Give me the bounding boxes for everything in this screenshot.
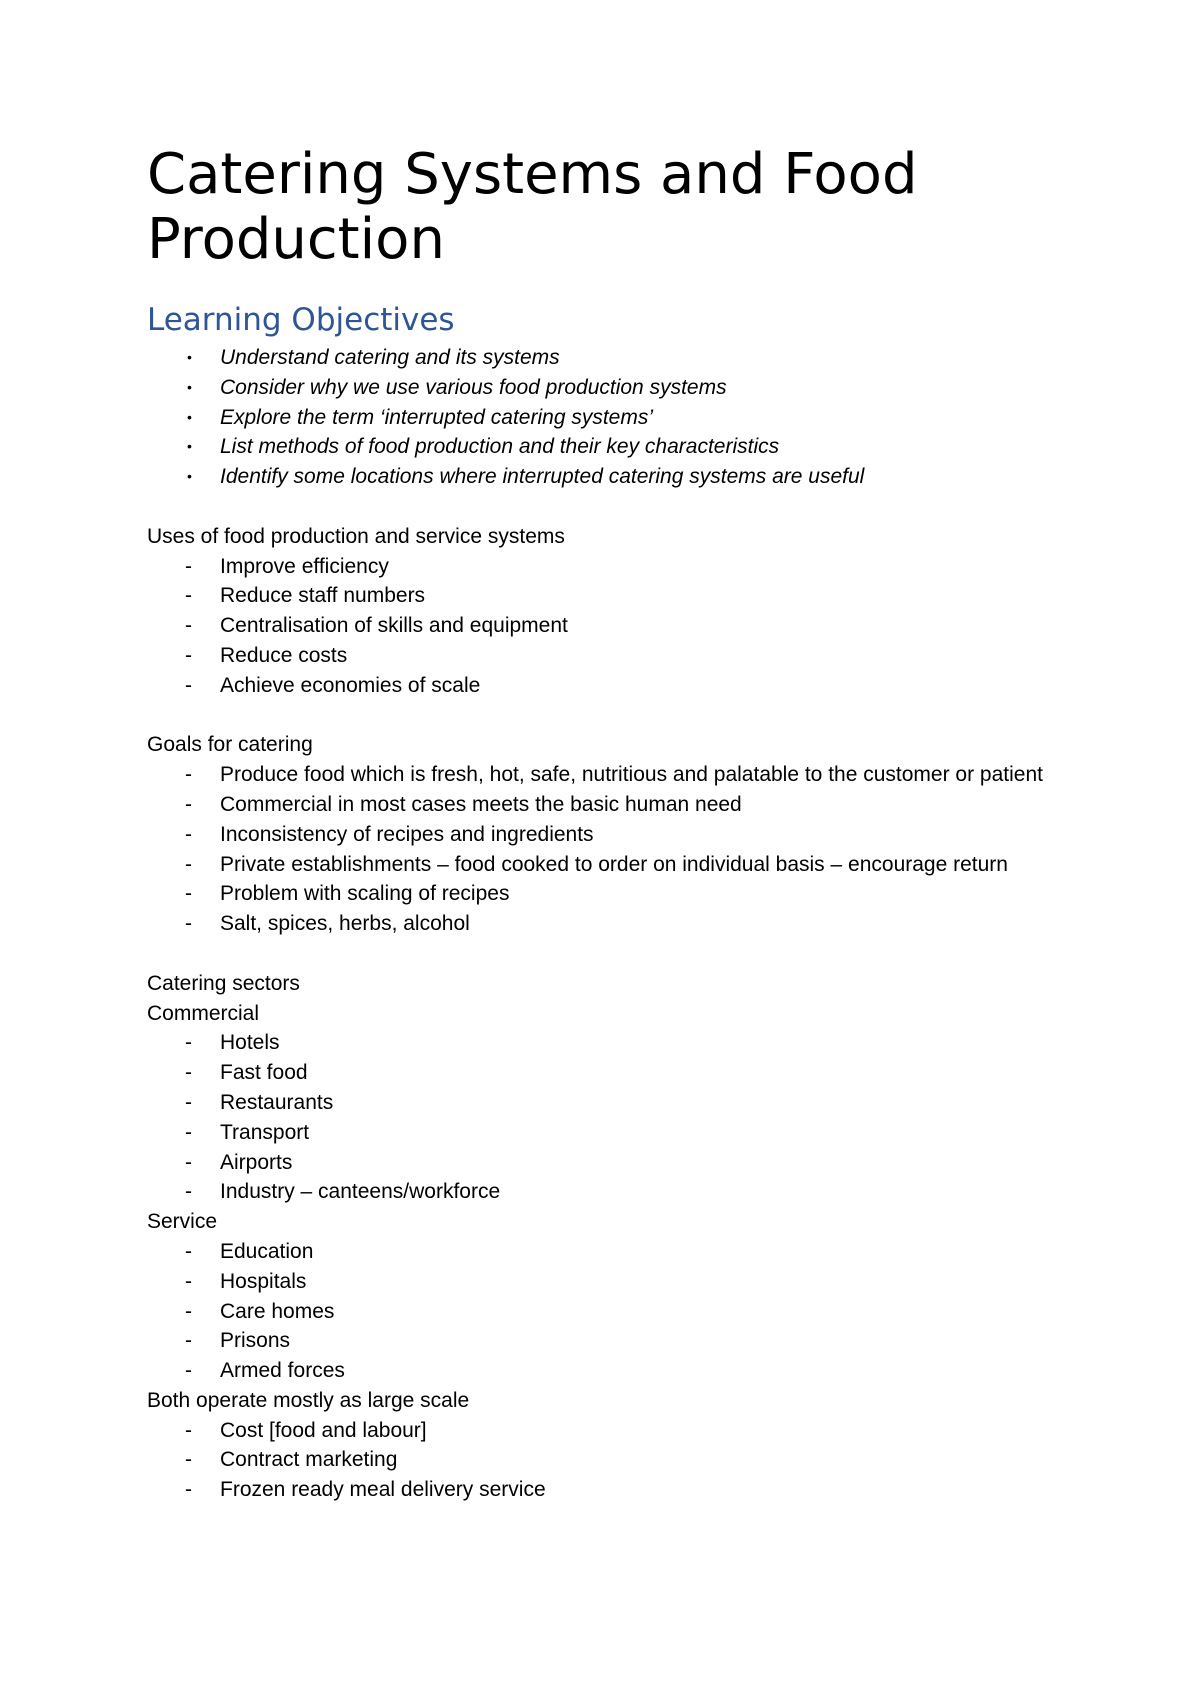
commercial-list	[147, 1028, 1097, 1207]
list-item	[147, 343, 1097, 373]
list-item	[147, 1356, 1097, 1386]
dash-marker: -	[185, 1090, 192, 1114]
bullet-icon: •	[187, 349, 192, 365]
list-item	[147, 403, 1097, 433]
dash-marker: -	[185, 584, 192, 608]
page-title: Catering Systems and Food Production	[147, 142, 918, 272]
goals-list	[147, 760, 1097, 939]
list-item	[147, 581, 1097, 611]
list-item-text: Contract marketing	[220, 1448, 398, 1472]
list-item-text: Hotels	[220, 1031, 280, 1055]
list-item	[147, 820, 1097, 850]
dash-marker: -	[185, 763, 192, 787]
dash-marker: -	[185, 1299, 192, 1323]
bullet-icon: •	[187, 468, 192, 485]
list-item	[147, 432, 1097, 462]
list-item	[147, 1028, 1097, 1058]
list-item	[147, 1267, 1097, 1297]
list-item-text: Prisons	[220, 1329, 291, 1353]
dash-marker: -	[185, 912, 192, 936]
objectives-heading: Learning Objectives	[147, 302, 455, 338]
dash-marker: -	[185, 822, 192, 846]
list-item	[147, 552, 1097, 582]
list-item	[147, 1177, 1097, 1207]
dash-marker: -	[185, 1120, 192, 1144]
list-item	[147, 909, 1097, 939]
list-item	[147, 462, 1097, 492]
both-list	[147, 1416, 1097, 1505]
list-item-text: List methods of food production and their key characteristics	[220, 435, 780, 459]
both-label: Both operate mostly as large scale	[147, 1388, 470, 1412]
bullet-icon: •	[187, 378, 192, 395]
list-item-text: Understand catering and its systems	[220, 346, 560, 369]
dash-marker: -	[185, 1448, 192, 1472]
service-label: Service	[147, 1210, 218, 1234]
dash-marker: -	[185, 1239, 192, 1263]
goals-heading: Goals for catering	[147, 733, 313, 757]
list-item-text: Frozen ready meal delivery service	[220, 1478, 546, 1502]
objectives-list	[147, 343, 1097, 492]
dash-marker: -	[185, 1031, 192, 1055]
dash-marker: -	[185, 852, 192, 876]
list-item-text: Explore the term ‘interrupted catering systems’	[220, 405, 654, 429]
list-item-text: Commercial in most cases meets the basic human need	[220, 792, 742, 816]
dash-marker: -	[185, 1329, 192, 1353]
list-item-text: Care homes	[220, 1299, 335, 1323]
list-item-text: Centralisation of skills and equipment	[220, 614, 568, 638]
dash-marker: -	[185, 1418, 192, 1442]
list-item	[147, 790, 1097, 820]
list-item-text: Restaurants	[220, 1090, 334, 1114]
list-item	[147, 879, 1097, 909]
list-item	[147, 1326, 1097, 1356]
list-item	[147, 850, 1097, 880]
dash-marker: -	[185, 1150, 192, 1174]
list-item-text: Industry – canteens/workforce	[220, 1180, 501, 1204]
list-item	[147, 1058, 1097, 1088]
list-item	[147, 1416, 1097, 1446]
list-item	[147, 1445, 1097, 1475]
list-item	[147, 1148, 1097, 1178]
list-item-text: Reduce costs	[220, 643, 348, 667]
list-item-text: Education	[220, 1239, 314, 1263]
dash-marker: -	[185, 1180, 192, 1204]
list-item	[147, 611, 1097, 641]
list-item-text: Achieve economies of scale	[220, 673, 481, 697]
bullet-icon: •	[187, 408, 192, 425]
list-item	[147, 373, 1097, 403]
list-item-text: Consider why we use various food production systems	[220, 375, 727, 399]
list-item-text: Airports	[220, 1150, 293, 1174]
list-item-text: Reduce staff numbers	[220, 584, 426, 608]
list-item	[147, 760, 1097, 790]
list-item	[147, 671, 1097, 701]
list-item-text: Hospitals	[220, 1269, 307, 1293]
dash-marker: -	[185, 1359, 192, 1383]
list-item	[147, 641, 1097, 671]
commercial-label: Commercial	[147, 1001, 260, 1025]
dash-marker: -	[185, 643, 192, 667]
uses-list	[147, 552, 1097, 701]
list-item	[147, 1475, 1097, 1505]
dash-marker: -	[185, 673, 192, 697]
list-item	[147, 1118, 1097, 1148]
list-item-text: Armed forces	[220, 1359, 345, 1383]
list-item-text: Improve efficiency	[220, 554, 389, 578]
list-item-text: Private establishments – food cooked to order on individual basis – encourage return	[220, 852, 1008, 876]
list-item-text: Problem with scaling of recipes	[220, 882, 510, 906]
document-body	[147, 343, 1097, 1505]
list-item-text: Cost [food and labour]	[220, 1418, 427, 1442]
list-item-text: Transport	[220, 1120, 310, 1144]
service-list	[147, 1237, 1097, 1386]
list-item-text: Identify some locations where interrupted catering systems are useful	[220, 465, 865, 489]
list-item-text: Fast food	[220, 1061, 308, 1085]
list-item-text: Inconsistency of recipes and ingredients	[220, 822, 594, 846]
dash-marker: -	[185, 1061, 192, 1085]
dash-marker: -	[185, 554, 192, 578]
dash-marker: -	[185, 882, 192, 906]
dash-marker: -	[185, 1269, 192, 1293]
uses-heading: Uses of food production and service systems	[147, 524, 565, 548]
list-item-text: Produce food which is fresh, hot, safe, nutritious and palatable to the customer or patient	[220, 763, 1043, 787]
bullet-icon: •	[187, 438, 192, 455]
dash-marker: -	[185, 792, 192, 816]
list-item	[147, 1088, 1097, 1118]
list-item-text: Salt, spices, herbs, alcohol	[220, 912, 470, 936]
dash-marker: -	[185, 614, 192, 638]
sectors-heading: Catering sectors	[147, 971, 300, 995]
list-item	[147, 1297, 1097, 1327]
dash-marker: -	[185, 1478, 192, 1502]
list-item	[147, 1237, 1097, 1267]
